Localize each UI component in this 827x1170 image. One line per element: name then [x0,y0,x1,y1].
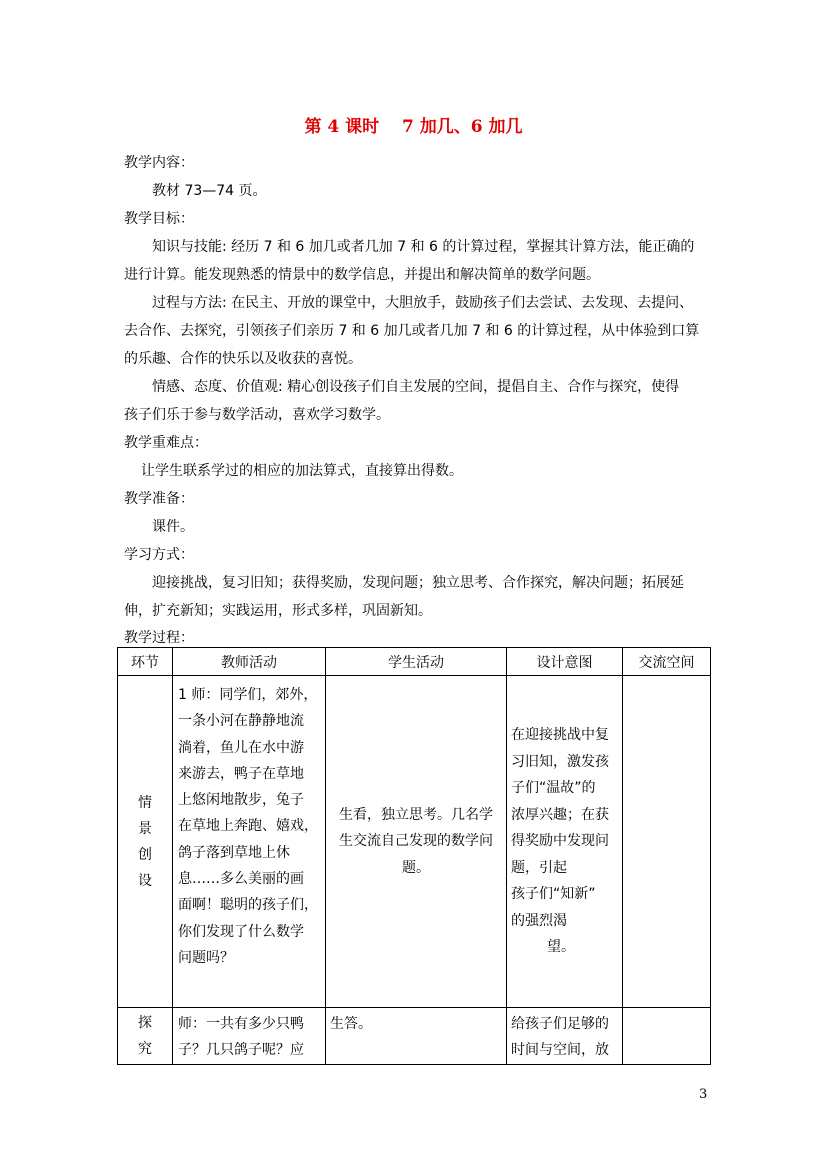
goal2-line1: 过程与方法: 在民主、开放的课堂中，大胆放手，鼓励孩子们去尝试、去发现、去提问、 [152,295,694,311]
mode-line1: 迎接挑战，复习旧知；获得奖励，发现问题；独立思考、合作探究，解决问题；拓展延 [152,575,684,591]
header-stage: 环节 [118,648,173,676]
key-text: 让学生联系学过的相应的加法算式，直接算出得数。 [141,463,463,479]
mode-label: 学习方式： [124,547,194,563]
process-table [117,647,711,1065]
row2-stage: 探 究 [118,1008,173,1065]
goals-label: 教学目标： [124,211,194,227]
row1-student: 生看，独立思考。几名学 生交流自己发现的数学问 题。 [326,676,507,1008]
row2-student: 生答。 [326,1008,507,1065]
row1-teacher: 1 师：同学们，郊外， 一条小河在静静地流 淌着，鱼儿在水中游 来游去，鸭子在草地 上悠闲地散步，兔子 在草地上奔跑、嬉戏， 鸽子落到草地上休 息……多么美丽的画 面啊！聪明的孩子们， 你们发现了什么数学 问题吗？ [173,676,326,1008]
goal1-line2: 进行计算。能发现熟悉的情景中的数学信息，并提出和解决简单的数学问题。 [124,267,600,283]
table-row [118,676,711,1008]
content-label: 教学内容： [124,155,194,171]
row2-design: 给孩子们足够的 时间与空间，放 [507,1008,623,1065]
row2-teacher: 师：一共有多少只鸭 子？几只鸽子呢？应 [173,1008,326,1065]
goal2-line3: 的乐趣、合作的快乐以及收获的喜悦。 [124,351,362,367]
goal3-line1: 情感、态度、价值观: 精心创设孩子们自主发展的空间，提倡自主、合作与探究，使得 [152,379,680,395]
row2-exchange [623,1008,711,1065]
prep-text: 课件。 [152,519,194,535]
header-design: 设计意图 [507,648,623,676]
goal3-line2: 孩子们乐于参与数学活动，喜欢学习数学。 [124,407,390,423]
mode-line2: 伸，扩充新知；实践运用，形式多样，巩固新知。 [124,603,432,619]
table-header-row [118,648,711,676]
prep-label: 教学准备： [124,491,194,507]
row1-stage: 情 景 创 设 [118,676,173,1008]
page-number: 3 [699,1087,708,1102]
goal1-line1: 知识与技能: 经历 7 和 6 加几或者几加 7 和 6 的计算过程，掌握其计算方法，能正确的 [152,239,695,255]
header-exchange: 交流空间 [623,648,711,676]
row1-exchange [623,676,711,1008]
table-row [118,1008,711,1065]
content-text: 教材 73—74 页。 [152,183,267,199]
header-teacher: 教师活动 [173,648,326,676]
goal2-line2: 去合作、去探究，引领孩子们亲历 7 和 6 加几或者几加 7 和 6 的计算过程，从中体验到口算 [124,323,700,339]
key-label: 教学重难点： [124,435,208,451]
lesson-title: 第 4 课时 7 加几、6 加几 [304,117,523,137]
process-label: 教学过程： [124,630,194,646]
header-student: 学生活动 [326,648,507,676]
row1-design: 在迎接挑战中复 习旧知，激发孩 子们“温故”的 浓厚兴趣；在获 得奖励中发现问 题，引起 孩子们“知新” 的强烈渴 望。 [507,676,623,1008]
